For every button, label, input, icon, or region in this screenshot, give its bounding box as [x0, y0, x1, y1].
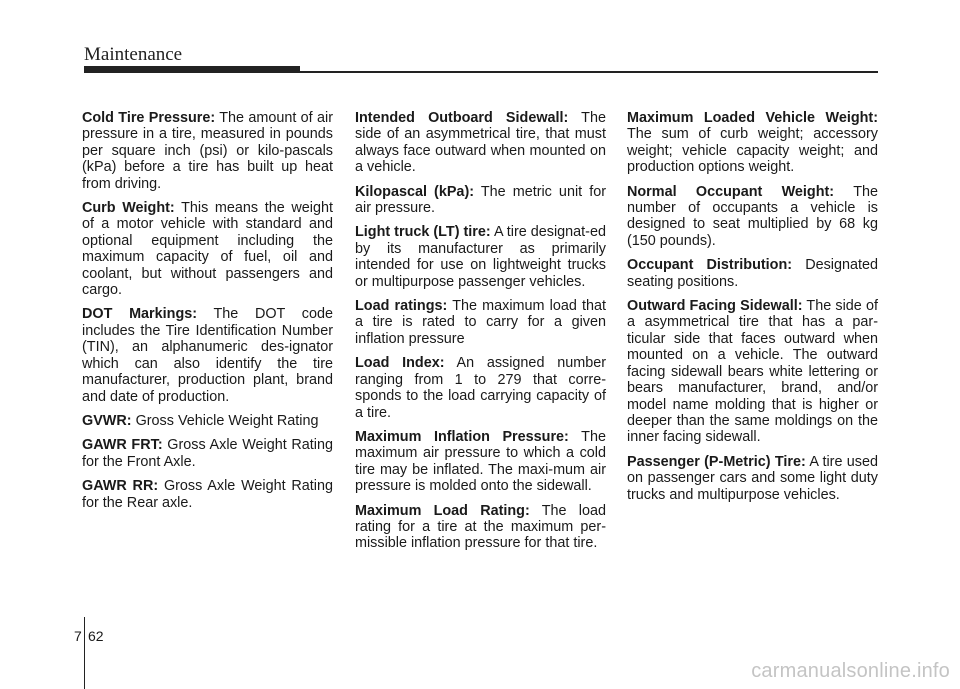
definition-term: Passenger (P-Metric) Tire:	[627, 453, 806, 470]
definition-term: Cold Tire Pressure:	[82, 110, 216, 126]
definition-text: Gross Vehicle Weight Rating	[135, 412, 319, 429]
definition-term: Normal Occupant Weight:	[627, 183, 835, 200]
definition-entry	[82, 413, 333, 429]
definition-text: The maximum load that a tire is rated to carry for a given inflation pressure	[355, 298, 606, 347]
definition-text: An assigned number ranging from 1 to 279 that corre-sponds to the load carrying capacity of a tire.	[355, 355, 606, 421]
chapter-number: 7	[74, 628, 82, 644]
definition-entry	[627, 184, 878, 250]
definition-text: The side of an asymmetrical tire, that must always face outward when mounted on a vehicle.	[355, 110, 606, 176]
footer-rule	[84, 617, 85, 689]
definition-text: A tire used on passenger cars and some light duty trucks and multipurpose vehicles.	[627, 453, 878, 503]
definition-text: Gross Axle Weight Rating for the Front Axle.	[82, 437, 333, 470]
definition-text: Designated seating positions.	[627, 257, 878, 290]
column-1	[82, 110, 333, 519]
definition-text: The sum of curb weight; accessory weight; vehicle capacity weight; and production options weight.	[627, 126, 878, 176]
definition-text: Gross Axle Weight Rating for the Rear axle.	[82, 478, 334, 511]
definition-entry	[82, 437, 333, 470]
definition-text: This means the weight of a motor vehicle with standard and optional equipment including the maximum capacity of fuel, oil and coolant, but without passengers and cargo.	[82, 200, 333, 299]
definition-term: Occupant Distribution:	[627, 257, 793, 274]
definition-entry	[627, 454, 878, 503]
definition-entry	[627, 110, 878, 176]
definition-term: Light truck (LT) tire:	[355, 224, 491, 241]
header-rule	[84, 71, 878, 73]
definition-text: A tire designat-ed by its manufacturer as primarily intended for use on lightweight trucks or multipurpose passenger vehicles.	[355, 224, 606, 290]
definition-term: GVWR:	[82, 412, 132, 429]
definition-entry	[355, 224, 606, 290]
definition-term: DOT Markings:	[82, 306, 198, 323]
column-2	[355, 110, 606, 560]
definition-entry	[355, 184, 606, 217]
definition-term: Maximum Loaded Vehicle Weight:	[627, 110, 878, 126]
page-number: 62	[88, 628, 104, 644]
definition-entry	[355, 298, 606, 347]
definition-entry	[355, 110, 606, 176]
definition-entry	[82, 200, 333, 298]
definition-entry	[627, 257, 878, 290]
definition-term: Intended Outboard Sidewall:	[355, 110, 569, 126]
definition-text: The metric unit for air pressure.	[355, 183, 606, 217]
definition-term: Maximum Inflation Pressure:	[355, 428, 569, 445]
definition-term: Kilopascal (kPa):	[355, 183, 475, 200]
page-title: Maintenance	[84, 44, 183, 65]
definition-text: The DOT code includes the Tire Identification Number (TIN), an alphanumeric des-ignator which can also identify the tire manufacturer, production plant, brand and date of production.	[82, 306, 333, 405]
definition-entry	[82, 306, 333, 404]
definition-term: Curb Weight:	[82, 200, 175, 217]
definition-entry	[627, 298, 878, 446]
definition-text: The maximum air pressure to which a cold tire may be inflated. The maxi-mum air pressure is molded onto the sidewall.	[355, 428, 606, 495]
definition-term: Outward Facing Sidewall:	[627, 298, 803, 315]
watermark: carmanualsonline.info	[751, 660, 950, 682]
definition-entry	[82, 478, 333, 511]
column-3	[627, 110, 878, 511]
definition-entry	[355, 429, 606, 495]
definition-entry	[82, 110, 333, 192]
definition-text: The amount of air pressure in a tire, measured in pounds per square inch (psi) or kilo-pascals (kPa) before a tire has built up heat from driving.	[82, 110, 333, 192]
definition-term: Load Index:	[355, 355, 445, 372]
definition-text: The load rating for a tire at the maximum per-missible inflation pressure for that tire.	[355, 502, 606, 552]
definition-text: The number of occupants a vehicle is designed to seat multiplied by 68 kg (150 pounds).	[627, 183, 878, 249]
definition-entry	[355, 355, 606, 421]
definition-text: The side of a asymmetrical tire that has a par-ticular side that faces outward when mounted on a vehicle. The outward facing sidewall bears white lettering or bears manufacturer, brand, and/or model name molding that is higher or deeper than the same moldings on the inner facing sidewall.	[627, 298, 878, 446]
definition-term: GAWR RR:	[82, 478, 159, 495]
definition-term: Load ratings:	[355, 298, 448, 315]
definition-term: Maximum Load Rating:	[355, 502, 530, 519]
definition-term: GAWR FRT:	[82, 437, 163, 454]
definition-entry	[355, 503, 606, 552]
